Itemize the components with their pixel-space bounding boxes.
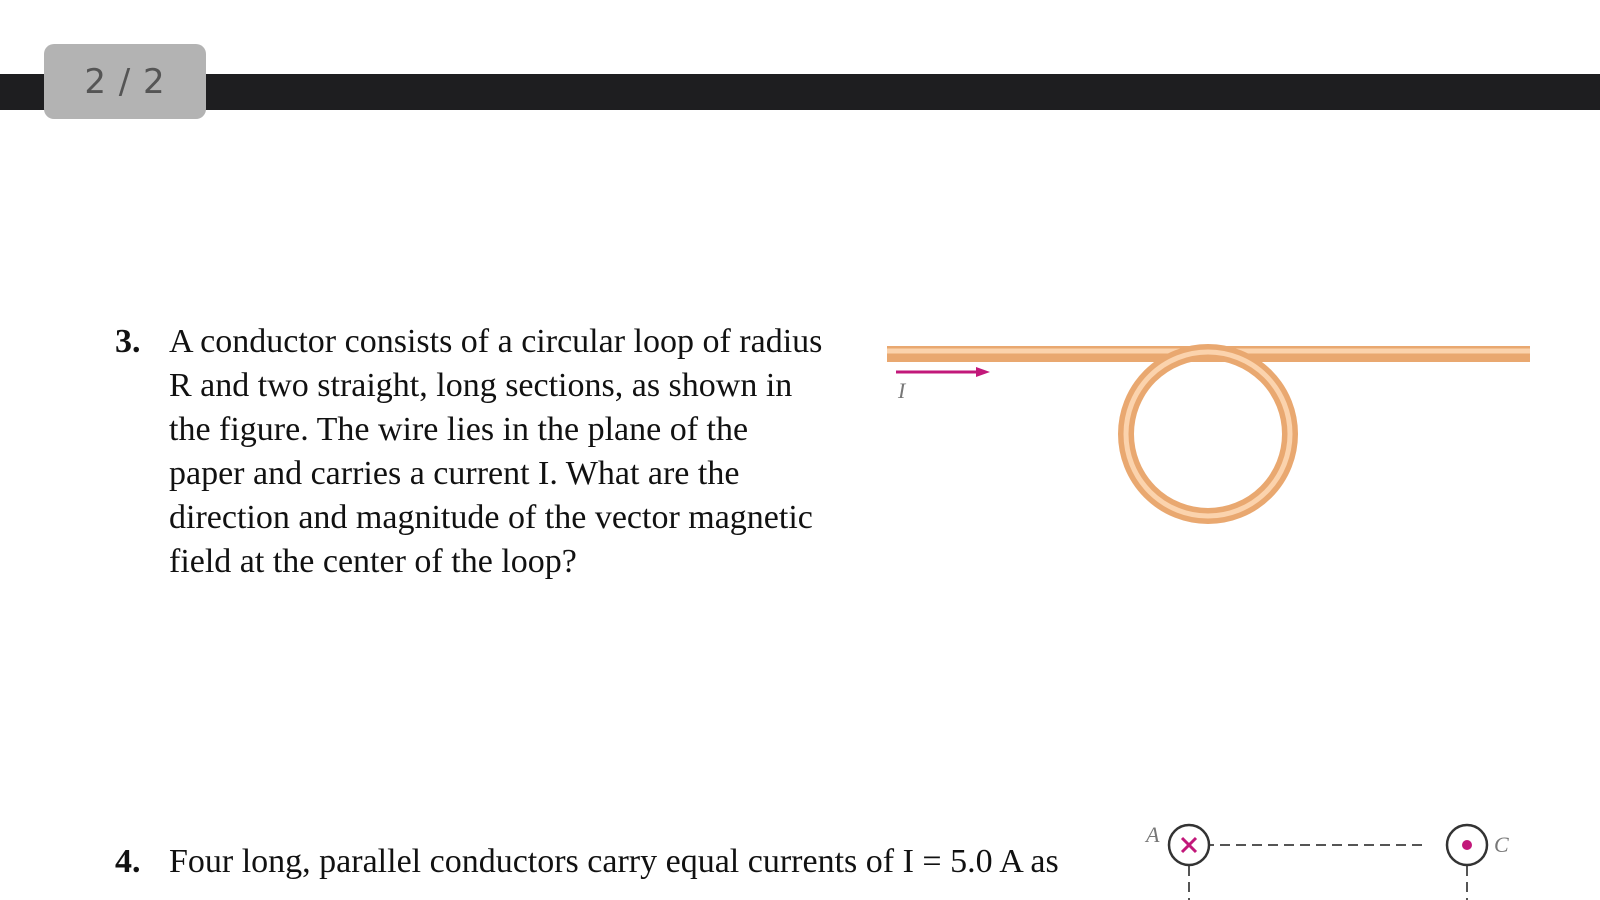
page-indicator: 2 / 2 bbox=[44, 44, 206, 119]
problem-text-line: field at the center of the loop? bbox=[169, 543, 577, 580]
problem-number: 4. bbox=[115, 843, 141, 880]
point-label-c: C bbox=[1494, 832, 1509, 857]
viewer-toolbar bbox=[0, 74, 1600, 110]
problem-text-line: direction and magnitude of the vector magnetic bbox=[169, 499, 813, 536]
problem-text bbox=[169, 840, 1059, 884]
arrow-head-icon bbox=[976, 367, 990, 377]
problem-3 bbox=[115, 320, 875, 590]
problem-4 bbox=[115, 840, 1115, 900]
parallel-conductors-figure bbox=[1140, 818, 1520, 900]
problem-text bbox=[169, 320, 822, 584]
problem-text-line: the figure. The wire lies in the plane of the bbox=[169, 411, 749, 448]
problem-text-line: A conductor consists of a circular loop of radius bbox=[169, 323, 823, 360]
problem-text-line: R and two straight, long sections, as shown in bbox=[169, 367, 793, 404]
loop-wire-figure bbox=[880, 330, 1540, 530]
current-label: I bbox=[898, 378, 906, 403]
problem-text-line: paper and carries a current I. What are the bbox=[169, 455, 740, 492]
problem-number: 3. bbox=[115, 323, 141, 360]
problem-text-line: Four long, parallel conductors carry equal currents of I = 5.0 A as bbox=[169, 843, 1059, 880]
point-label-a: A bbox=[1146, 822, 1160, 847]
